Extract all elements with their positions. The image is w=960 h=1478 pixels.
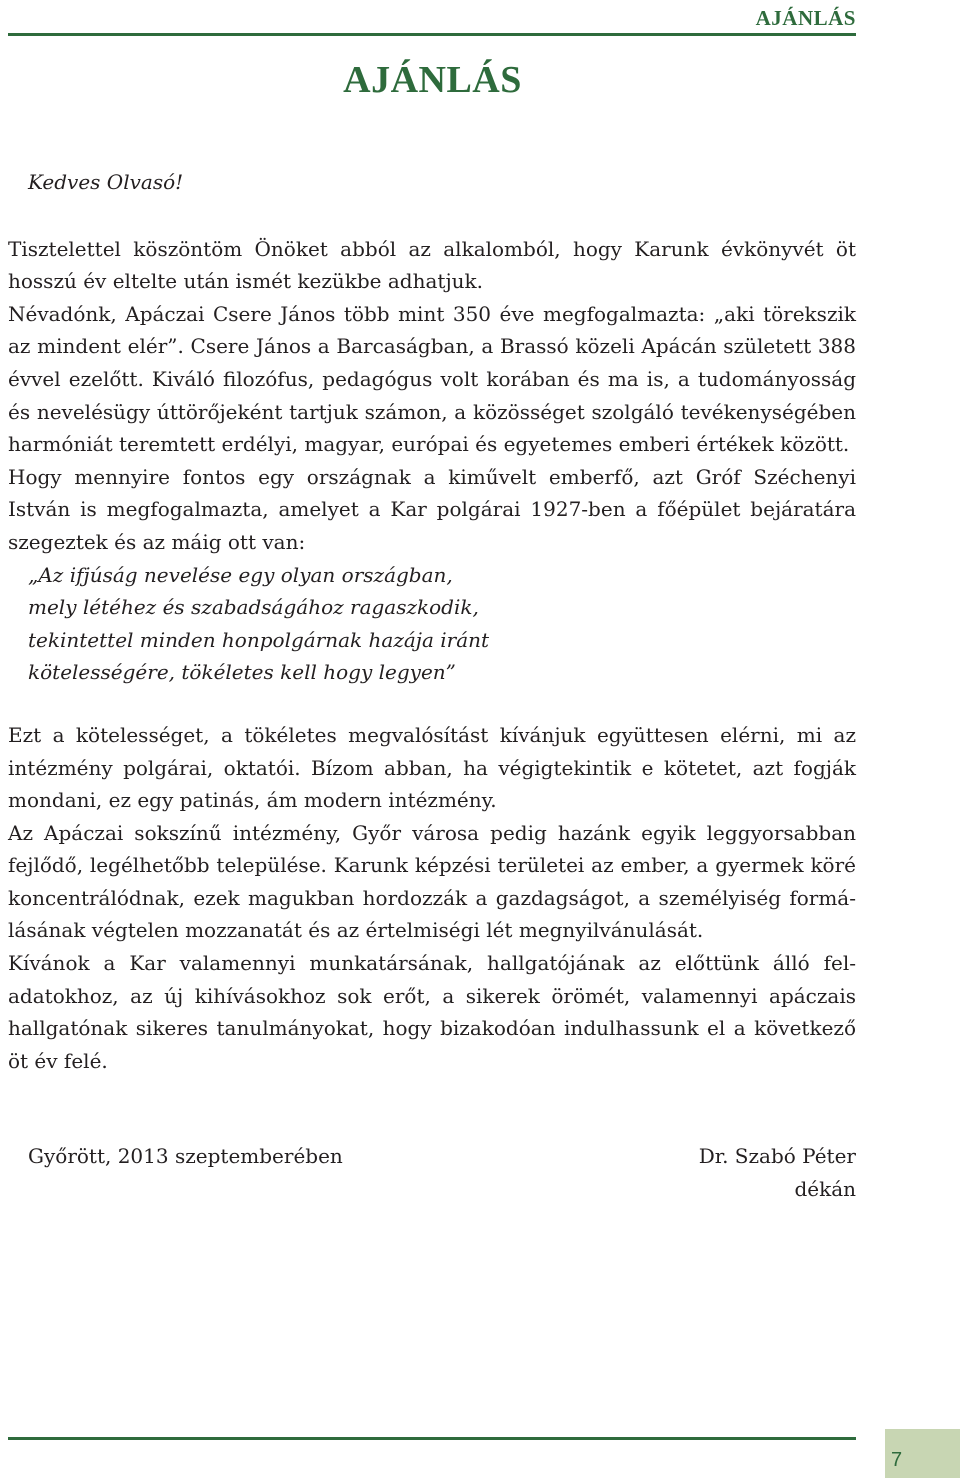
footer-rule bbox=[8, 1437, 856, 1440]
quote-line: kötelességére, tökéletes kell hogy legyen” bbox=[28, 660, 456, 685]
greeting: Kedves Olvasó! bbox=[28, 170, 184, 194]
page-number: 7 bbox=[891, 1449, 903, 1471]
paragraph: Ezt a kötelességet, a tökéletes megvalósítást kívánjuk együttesen elérni, mi az intézmény polgárai, oktatói. Bízom abban, ha végigtekintik e kötetet, azt fogják mondani, ez egy patinás, ám modern intézmény. bbox=[8, 722, 856, 813]
paragraph: Névadónk, Apáczai Csere János több mint 350 éve megfogalmazta: „aki törekszik az mindent elér”. Csere János a Barcaságban, a Brassó közeli Apácán született 388 évvel ezelőtt. Kiváló filozófus, pedagógus volt korában és ma is, a tudományosság és nevelésügy úttörőjeként tartjuk számon, a közösséget szolgáló tevékenységében harmóniát teremtett erdélyi, magyar, európai és egyetemes emberi értékek között. bbox=[8, 301, 856, 457]
quote-block bbox=[8, 559, 856, 689]
signer bbox=[699, 1140, 856, 1205]
running-header: AJÁNLÁS bbox=[755, 6, 856, 30]
paragraph: Az Apáczai sokszínű intézmény, Győr városa pedig hazánk egyik leggyorsabban fejlődő, legélhetőbb települése. Karunk képzési területei az ember, a gyermek köré koncentrálódnak, ezek magukban hordozzák a gazdagságot, a személyiség formálásának végtelen mozzanatát és az értelmiségi lét megnyilvánulását. bbox=[8, 820, 856, 943]
page-title: AJÁNLÁS bbox=[343, 59, 522, 101]
header-rule bbox=[8, 33, 856, 36]
quote-line: mely létéhez és szabadságához ragaszkodik, bbox=[28, 595, 479, 620]
paragraph: Hogy mennyire fontos egy országnak a kiművelt emberfő, azt Gróf Széchenyi István is megfogalmazta, amelyet a Kar polgárai 1927-ben a főépület bejáratára szegeztek és az máig ott van: bbox=[8, 464, 856, 554]
signer-role: dékán bbox=[794, 1176, 856, 1201]
signer-name: Dr. Szabó Péter bbox=[698, 1144, 856, 1168]
quote-line: tekintettel minden honpolgárnak hazája iránt bbox=[28, 627, 490, 652]
letter-body bbox=[8, 166, 856, 1077]
paragraph: Tisztelettel köszöntöm Önöket abból az alkalomból, hogy Karunk évkönyvét öt hosszú év eltelte után ismét kezükbe adhatjuk. bbox=[8, 236, 856, 294]
place-date: Győrött, 2013 szeptemberében bbox=[28, 1144, 343, 1168]
page-number-box bbox=[885, 1429, 960, 1478]
paragraph: Kívánok a Kar valamennyi munkatársának, hallgatójának az előttünk álló feladatokhoz, az új kihívásokhoz sok erőt, a sikerek örömét, valamennyi apáczais hallgatónak sikeres tanulmányokat, hogy bizakodóan indulhassunk el a következő öt év felé. bbox=[8, 951, 856, 1073]
quote-line: „Az ifjúság nevelése egy olyan országban, bbox=[28, 562, 453, 587]
